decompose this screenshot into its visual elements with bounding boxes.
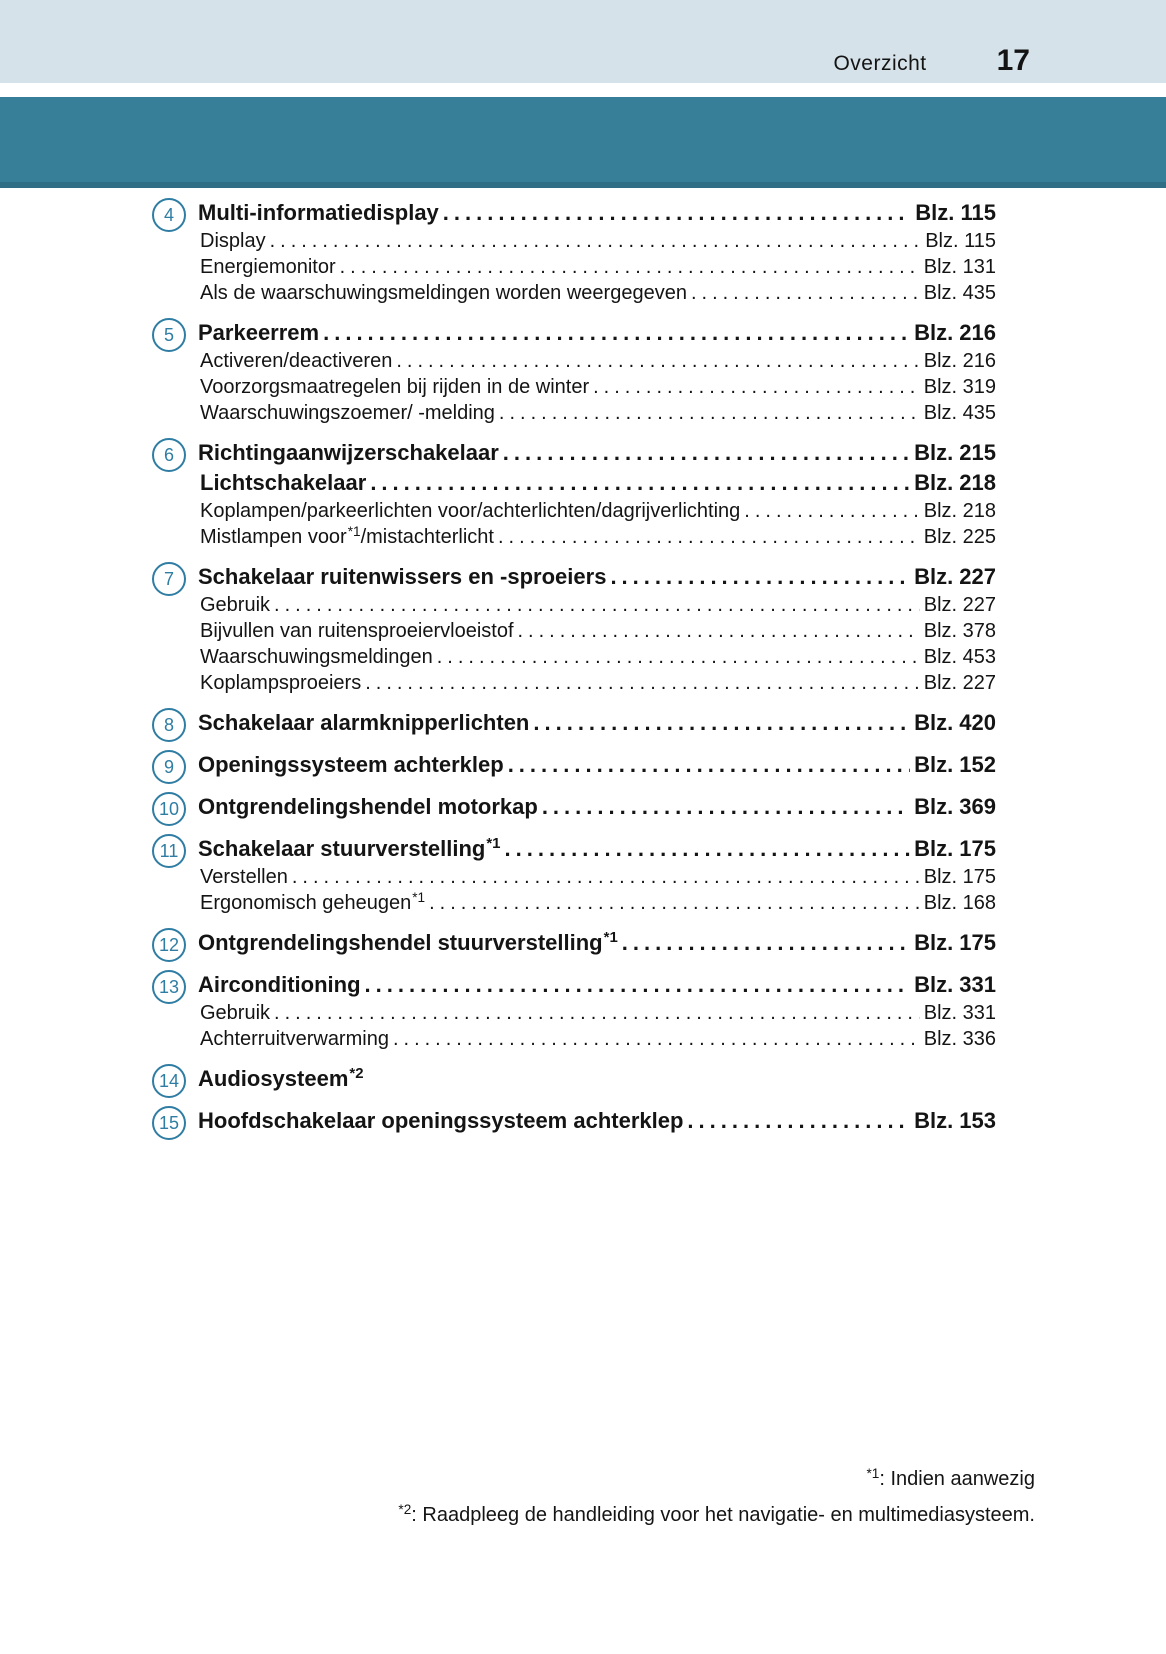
entry-label: Hoofdschakelaar openingssysteem achterklep [198, 1108, 684, 1133]
dot-leader [365, 672, 920, 695]
toc-sub-row [152, 376, 996, 402]
entry-label: Activeren/deactiveren [200, 350, 393, 372]
page-ref: Blz. 336 [923, 1028, 996, 1050]
item-number-badge: 8 [152, 708, 186, 742]
page-ref: Blz. 378 [923, 620, 996, 642]
toc-sub-row [152, 1002, 996, 1028]
superscript-marker: *1 [486, 834, 501, 852]
dot-leader [503, 440, 910, 466]
footnote-2-marker: *2 [398, 1501, 412, 1517]
toc-sub-row [152, 594, 996, 620]
entry-label: Bijvullen van ruitensproeiervloeistof [200, 620, 514, 642]
entry-label: Voorzorgsmaatregelen bij rijden in de winter [200, 376, 590, 398]
page-ref: Blz. 319 [923, 376, 996, 398]
item-number-badge: 4 [152, 198, 186, 232]
page-ref: Blz. 435 [923, 282, 996, 304]
footnote-2 [397, 1498, 1035, 1534]
toc-entry-row [152, 470, 996, 500]
toc-entry-group [152, 710, 996, 740]
page-ref: Blz. 225 [923, 526, 996, 548]
dot-leader [443, 200, 911, 226]
accent-band [0, 97, 1166, 188]
toc-sub-row [152, 282, 996, 308]
dot-leader [533, 710, 910, 736]
dot-leader [323, 320, 910, 346]
item-number-badge: 9 [152, 750, 186, 784]
page-ref: Blz. 227 [923, 594, 996, 616]
toc-entry-row [152, 794, 996, 824]
entry-label: Lichtschakelaar [200, 470, 367, 495]
item-number-badge: 14 [152, 1064, 186, 1098]
page-ref: Blz. 218 [914, 470, 996, 495]
dot-leader [499, 402, 920, 425]
entry-label: Energiemonitor [200, 256, 336, 278]
footnote-2-text: : Raadpleeg de handleiding voor het navigatie- en multimediasysteem. [411, 1504, 1035, 1526]
entry-label: Schakelaar alarmknipperlichten [198, 710, 530, 735]
entry-label: Waarschuwingszoemer/ -melding [200, 402, 495, 424]
page-ref: Blz. 175 [914, 836, 996, 861]
toc-sub-row [152, 256, 996, 282]
dot-leader [610, 564, 910, 590]
item-number-badge: 7 [152, 562, 186, 596]
page-ref: Blz. 175 [914, 930, 996, 955]
superscript-marker: *1 [603, 928, 618, 946]
toc-entry-group [152, 972, 996, 1054]
entry-label: Multi-informatiedisplay [198, 200, 439, 225]
toc-sub-row [152, 350, 996, 376]
dot-leader [370, 470, 910, 496]
page-ref: Blz. 216 [914, 320, 996, 345]
item-number-badge: 10 [152, 792, 186, 826]
dot-leader [542, 794, 910, 820]
toc [152, 200, 996, 1138]
dot-leader [274, 1002, 920, 1025]
page-ref: Blz. 435 [923, 402, 996, 424]
toc-entry-row [152, 972, 996, 1002]
footnote-1-marker: *1 [866, 1465, 880, 1481]
entry-label: Schakelaar ruitenwissers en -sproeiers [198, 564, 607, 589]
entry-label: Verstellen [200, 866, 288, 888]
dot-leader [429, 892, 920, 915]
page-number: 17 [996, 44, 1030, 77]
page-ref: Blz. 131 [923, 256, 996, 278]
entry-label: Gebruik [200, 594, 271, 616]
toc-sub-row [152, 889, 996, 918]
section-label: Overzicht [833, 52, 927, 75]
toc-entry-row [152, 710, 996, 740]
entry-label: Airconditioning [198, 972, 361, 997]
dot-leader [340, 256, 920, 279]
entry-label: Openingssysteem achterklep [198, 752, 504, 777]
item-number-badge: 12 [152, 928, 186, 962]
toc-entry-row [152, 836, 996, 866]
toc-sub-row [152, 402, 996, 428]
toc-entry-row [152, 752, 996, 782]
page-ref: Blz. 168 [923, 892, 996, 914]
dot-leader [508, 752, 910, 778]
toc-sub-row [152, 523, 996, 552]
dot-leader [365, 972, 911, 998]
superscript-marker: *2 [349, 1064, 364, 1082]
dot-leader [396, 350, 919, 373]
toc-entry-group [152, 752, 996, 782]
page-ref: Blz. 369 [914, 794, 996, 819]
toc-sub-row [152, 646, 996, 672]
dot-leader [274, 594, 920, 617]
footnotes [397, 1462, 1035, 1534]
page-ref: Blz. 227 [923, 672, 996, 694]
toc-sub-row [152, 672, 996, 698]
toc-entry-row [152, 930, 996, 960]
toc-sub-row [152, 230, 996, 256]
entry-label: Mistlampen voor$^{*1}$/mistachterlicht [200, 523, 494, 548]
toc-entry-group [152, 564, 996, 698]
toc-sub-row [152, 866, 996, 892]
dot-leader [393, 1028, 920, 1051]
dot-leader [518, 620, 920, 643]
page-ref: Blz. 152 [914, 752, 996, 777]
dot-leader [744, 500, 919, 523]
dot-leader [437, 646, 920, 669]
toc-entry-group [152, 836, 996, 918]
entry-label: Parkeerrem [198, 320, 320, 345]
entry-label: Koplampen/parkeerlichten voor/achterlichten/dagrijverlichting [200, 500, 741, 522]
toc-entry-row [152, 440, 996, 470]
dot-leader [691, 282, 920, 305]
item-number-badge: 5 [152, 318, 186, 352]
page-ref: Blz. 227 [914, 564, 996, 589]
toc-entry-row [152, 1066, 996, 1096]
dot-leader [498, 526, 920, 549]
superscript-marker: *1 [412, 889, 426, 905]
page-ref: Blz. 218 [923, 500, 996, 522]
page-ref: Blz. 331 [923, 1002, 996, 1024]
page-ref: Blz. 115 [915, 200, 996, 225]
toc-entry-group [152, 200, 996, 308]
entry-label: Koplampsproeiers [200, 672, 362, 694]
item-number-badge: 6 [152, 438, 186, 472]
dot-leader [292, 866, 920, 889]
entry-label: Display [200, 230, 266, 252]
entry-label: Audiosysteem$^{*2}$ [198, 1064, 364, 1091]
toc-sub-row [152, 1028, 996, 1054]
dot-leader [593, 376, 920, 399]
dot-leader [505, 836, 911, 862]
entry-label: Schakelaar stuurverstelling$^{*1}$ [198, 834, 501, 861]
item-number-badge: 11 [152, 834, 186, 868]
dot-leader [270, 230, 922, 253]
toc-entry-group [152, 930, 996, 960]
footnote-1-text: : Indien aanwezig [879, 1468, 1035, 1490]
toc-sub-row [152, 500, 996, 526]
entry-label: Gebruik [200, 1002, 271, 1024]
page-ref: Blz. 216 [923, 350, 996, 372]
entry-label: Richtingaanwijzerschakelaar [198, 440, 499, 465]
toc-entry-group [152, 1108, 996, 1138]
page-ref: Blz. 420 [914, 710, 996, 735]
entry-label: Ontgrendelingshendel motorkap [198, 794, 538, 819]
toc-entry-row [152, 320, 996, 350]
entry-label: Waarschuwingsmeldingen [200, 646, 433, 668]
header-band [0, 0, 1166, 83]
page-ref: Blz. 153 [914, 1108, 996, 1133]
superscript-marker: *1 [347, 523, 361, 539]
page-ref: Blz. 115 [925, 230, 996, 252]
entry-label: Als de waarschuwingsmeldingen worden weergegeven [200, 282, 687, 304]
item-number-badge: 13 [152, 970, 186, 1004]
toc-entry-group [152, 440, 996, 552]
dot-leader [622, 930, 910, 956]
toc-entry-group [152, 1066, 996, 1096]
toc-entry-row [152, 1108, 996, 1138]
toc-entry-row [152, 564, 996, 594]
footnote-1 [397, 1462, 1035, 1498]
dot-leader [687, 1108, 910, 1134]
toc-entry-row [152, 200, 996, 230]
page-ref: Blz. 215 [914, 440, 996, 465]
page-ref: Blz. 331 [914, 972, 996, 997]
entry-label: Ontgrendelingshendel stuurverstelling$^{*1}$ [198, 928, 618, 955]
toc-entry-group [152, 320, 996, 428]
toc-entry-group [152, 794, 996, 824]
page-ref: Blz. 453 [923, 646, 996, 668]
entry-label: Ergonomisch geheugen$^{*1}$ [200, 889, 426, 914]
page-ref: Blz. 175 [923, 866, 996, 888]
toc-sub-row [152, 620, 996, 646]
entry-label: Achterruitverwarming [200, 1028, 389, 1050]
item-number-badge: 15 [152, 1106, 186, 1140]
